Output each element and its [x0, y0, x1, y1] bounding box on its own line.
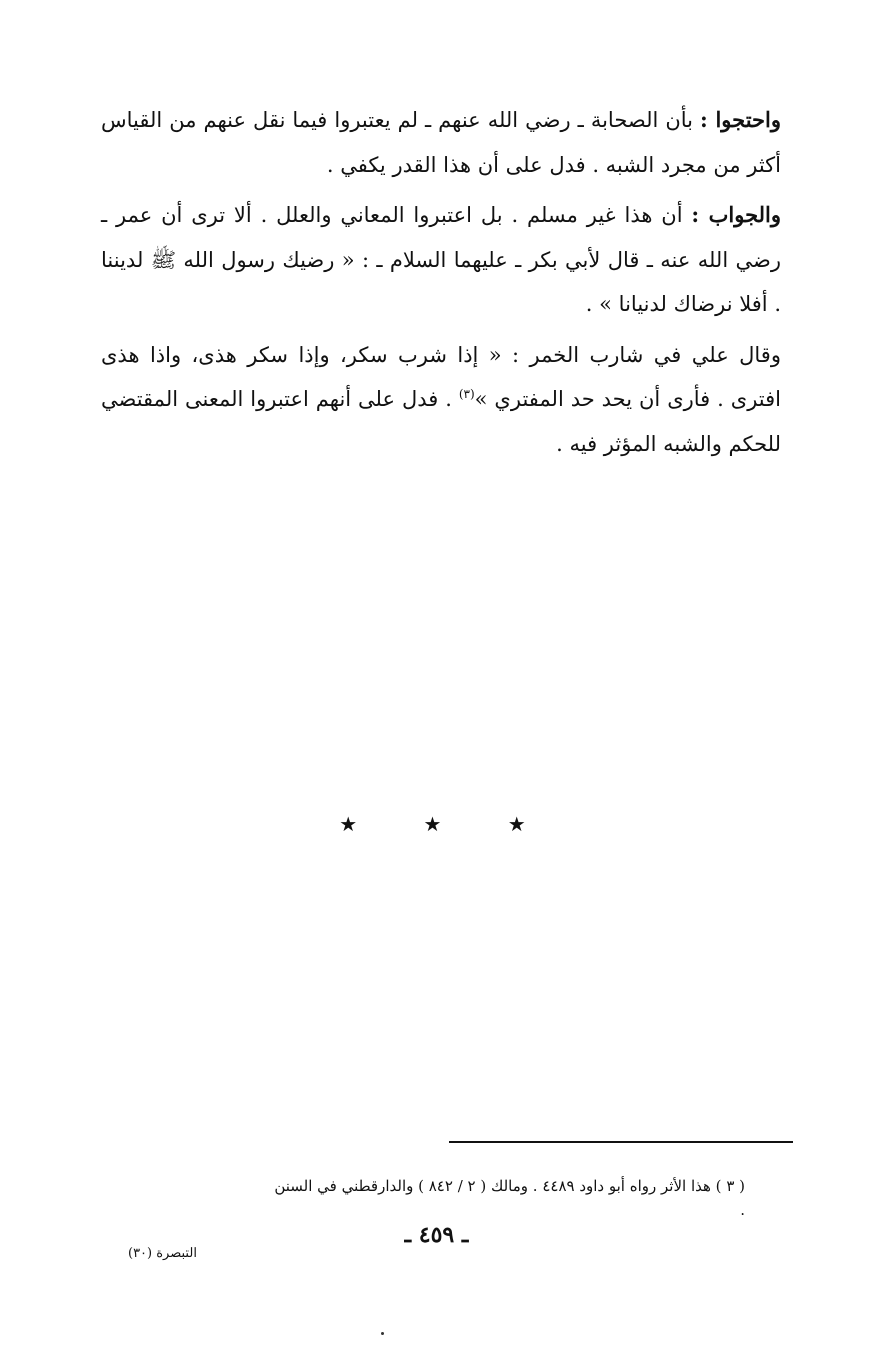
- paragraph-evidence: [101, 98, 781, 187]
- paragraph-body: بأن الصحابة ـ رضي الله عنهم ـ لم يعتبروا فيما نقل عنهم من القياس أكثر من مجرد الشبه . فدل على أن هذا القدر يكفي .: [101, 108, 781, 177]
- page-number: ـ ٤٥٩ ـ: [404, 1222, 469, 1248]
- main-text: [101, 98, 781, 472]
- section-separator: ★ ★ ★: [339, 812, 556, 836]
- scan-speck: [381, 1332, 384, 1335]
- paragraph-body: أن هذا غير مسلم . بل اعتبروا المعاني والعلل . ألا ترى أن عمر ـ رضي الله عنه ـ قال لأبي بكر ـ عليهما السلام ـ : « رضيك رسول الله ﷺ لديننا . أفلا نرضاك لدنيانا » .: [101, 203, 781, 316]
- footnote-reference: (٣): [458, 387, 475, 401]
- paragraph-body-continued: . فدل على أنهم اعتبروا المعنى المقتضي للحكم والشبه المؤثر فيه .: [101, 387, 781, 456]
- footnote: ( ٣ ) هذا الأثر رواه أبو داود ٤٤٨٩ . ومالك ( ٢ / ٨٤٢ ) والدارقطني في السنن .: [274, 1177, 745, 1219]
- paragraph-body: وقال علي في شارب الخمر : « إذا شرب سكر، وإذا سكر هذى، واذا هذى افترى . فأرى أن يحد حد المفتري »: [101, 342, 781, 411]
- paragraph-lead: واحتجوا :: [700, 107, 781, 132]
- paragraph-lead: والجواب :: [691, 202, 781, 227]
- footnote-divider: [449, 1141, 793, 1143]
- printer-signature: التبصرة (٣٠): [128, 1246, 197, 1261]
- paragraph-ali-quote: [101, 333, 781, 467]
- paragraph-answer: [101, 193, 781, 327]
